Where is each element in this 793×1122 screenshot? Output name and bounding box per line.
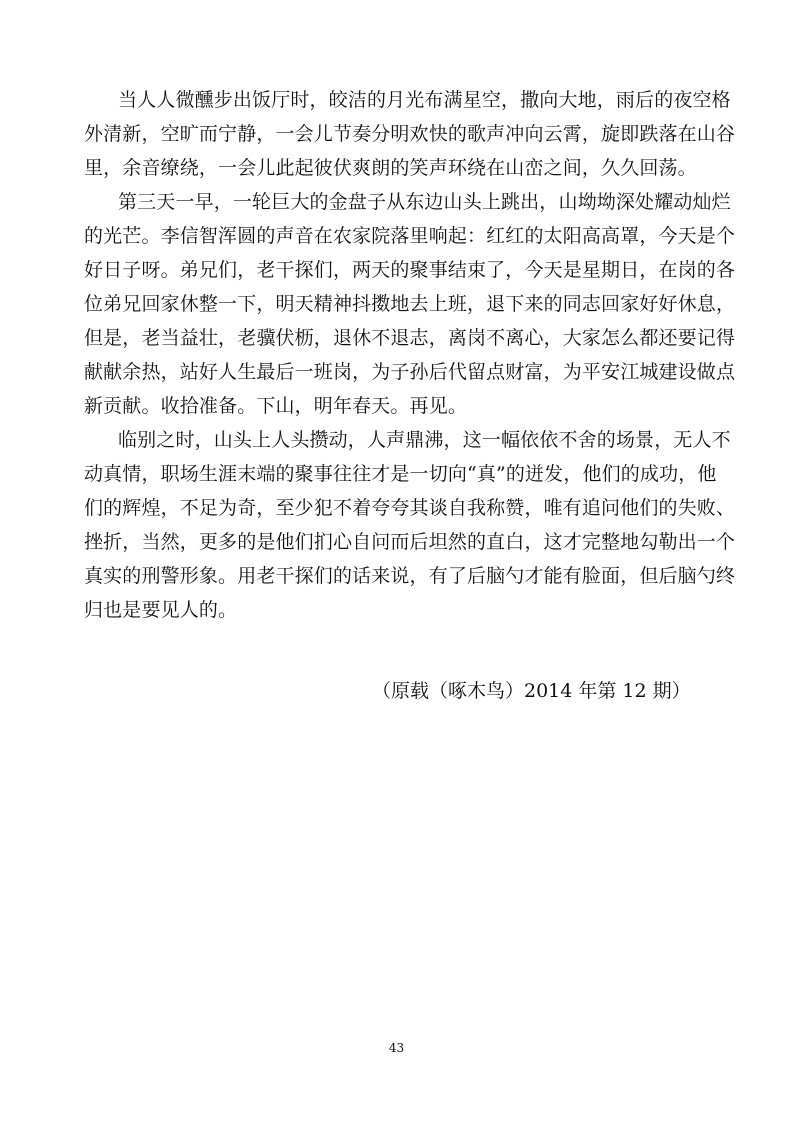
paragraph-line: 新贡献。收拾准备。下山，明年春天。再见。 <box>84 395 468 417</box>
paragraph-line: 归也是要见人的。 <box>84 599 238 621</box>
paragraph-line: 们的辉煌，不足为奇，至少犯不着夸夸其谈自我称赞，唯有追问他们的失败、 <box>84 497 736 519</box>
paragraph-line: 真实的刑警形象。用老干探们的话来说，有了后脑勺才能有脸面，但后脑勺终 <box>84 565 736 587</box>
paragraph-line: 第三天一早，一轮巨大的金盘子从东边山头上跳出，山坳坳深处耀动灿烂 <box>118 191 731 213</box>
paragraph-line: 里，余音缭绕，一会儿此起彼伏爽朗的笑声环绕在山峦之间，久久回荡。 <box>84 157 697 179</box>
paragraph-line: 临别之时，山头上人头攒动，人声鼎沸，这一幅依依不舍的场景，无人不 <box>118 429 731 451</box>
paragraph-line: 动真情，职场生涯末端的聚事往往才是一切向“真”的迸发，他们的成功，他 <box>84 463 717 485</box>
paragraph-line: 外清新，空旷而宁静，一会儿节奏分明欢快的歌声冲向云霄，旋即跌落在山谷 <box>84 123 736 145</box>
paragraph-line: 位弟兄回家休整一下，明天精神抖擞地去上班，退下来的同志回家好好休息， <box>84 293 736 315</box>
paragraph-line: 的光芒。李信智浑圆的声音在农家院落里响起：红红的太阳高高罩，今天是个 <box>84 225 736 247</box>
source-citation: （原载（啄木鸟）2014 年第 12 期） <box>372 680 691 702</box>
page-number: 43 <box>388 1041 405 1055</box>
paragraph-line: 挫折，当然，更多的是他们扪心自问而后坦然的直白，这才完整地勾勒出一个 <box>84 531 736 553</box>
paragraph-line: 献献余热，站好人生最后一班岗，为子孙后代留点财富，为平安江城建设做点 <box>84 361 736 383</box>
paragraph-line: 但是，老当益壮，老骥伏枥，退休不退志，离岗不离心，大家怎么都还要记得 <box>84 327 736 349</box>
paragraph-line: 好日子呀。弟兄们，老干探们，两天的聚事结束了，今天是星期日，在岗的各 <box>84 259 736 281</box>
paragraph-line: 当人人微醺步出饭厅时，皎洁的月光布满星空，撒向大地，雨后的夜空格 <box>118 89 731 111</box>
